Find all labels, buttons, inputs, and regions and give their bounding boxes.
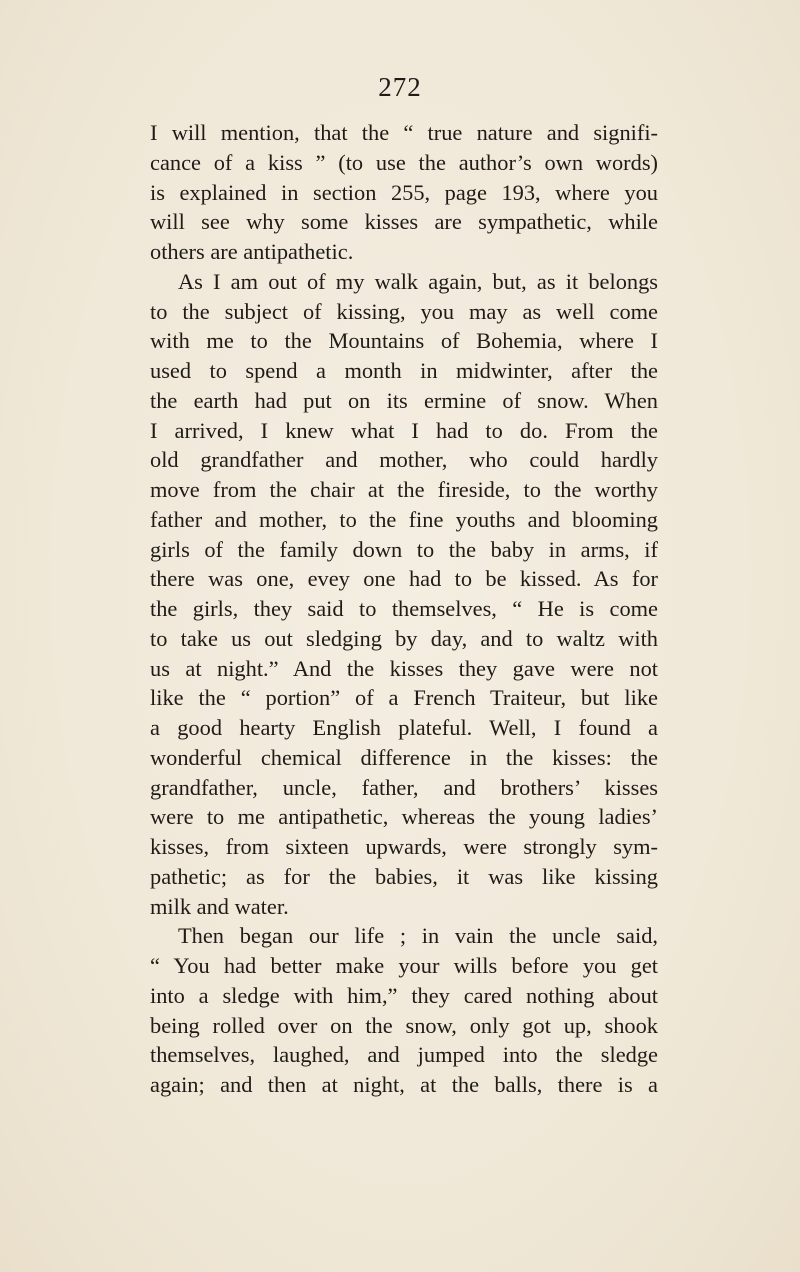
text-line: old grandfather and mother, who could hardly [150,447,658,473]
text-line: wonderful chemical difference in the kisses: the [150,744,658,770]
text-line: into a sledge with him,” they cared nothing about [150,982,658,1008]
text-line: others are antipathetic. [150,239,354,264]
text-line: again; and then at night, at the balls, there is a [150,1072,658,1097]
body-text [150,118,658,1100]
text-line: I will mention, that the “ true nature and signifi- [150,120,658,145]
text-line: father and mother, to the fine youths and blooming [150,506,658,532]
text-line: a good hearty English plateful. Well, I found a [150,715,658,740]
text-line: will see why some kisses are sympathetic, while [150,209,658,235]
text-line: girls of the family down to the baby in arms, if [150,536,658,562]
text-line: to take us out sledging by day, and to waltz with [150,625,658,651]
text-line: kisses, from sixteen upwards, were strongly sym- [150,834,658,859]
text-line: cance of a kiss ” (to use the author’s own words) [150,149,658,175]
text-line: is explained in section 255, page 193, where you [150,179,658,205]
text-line: move from the chair at the fireside, to the worthy [150,477,658,502]
text-line: the girls, they said to themselves, “ He is come [150,596,658,621]
text-line: the earth had put on its ermine of snow. When [150,387,658,413]
page-number: 272 [378,72,422,102]
text-line: being rolled over on the snow, only got up, shook [150,1012,658,1038]
text-line: As I am out of my walk again, but, as it belongs [178,268,658,294]
text-line: I arrived, I knew what I had to do. From the [150,417,658,443]
text-line: milk and water. [150,893,289,919]
text-line: like the “ portion” of a French Traiteur, but like [150,685,658,711]
text-line: to the subject of kissing, you may as well come [150,298,658,324]
text-line: grandfather, uncle, father, and brothers’ kisses [150,774,658,800]
text-line: themselves, laughed, and jumped into the sledge [150,1042,658,1068]
text-line: with me to the Mountains of Bohemia, where I [150,328,658,354]
text-line: were to me antipathetic, whereas the young ladies’ [150,804,658,830]
text-line: pathetic; as for the babies, it was like kissing [150,863,658,889]
text-line: Then began our life ; in vain the uncle said, [178,923,658,949]
text-line: there was one, evey one had to be kissed. As for [150,566,658,592]
text-line: us at night.” And the kisses they gave were not [150,655,658,681]
text-line: “ You had better make your wills before you get [150,953,658,978]
text-line: used to spend a month in midwinter, after the [150,358,658,383]
